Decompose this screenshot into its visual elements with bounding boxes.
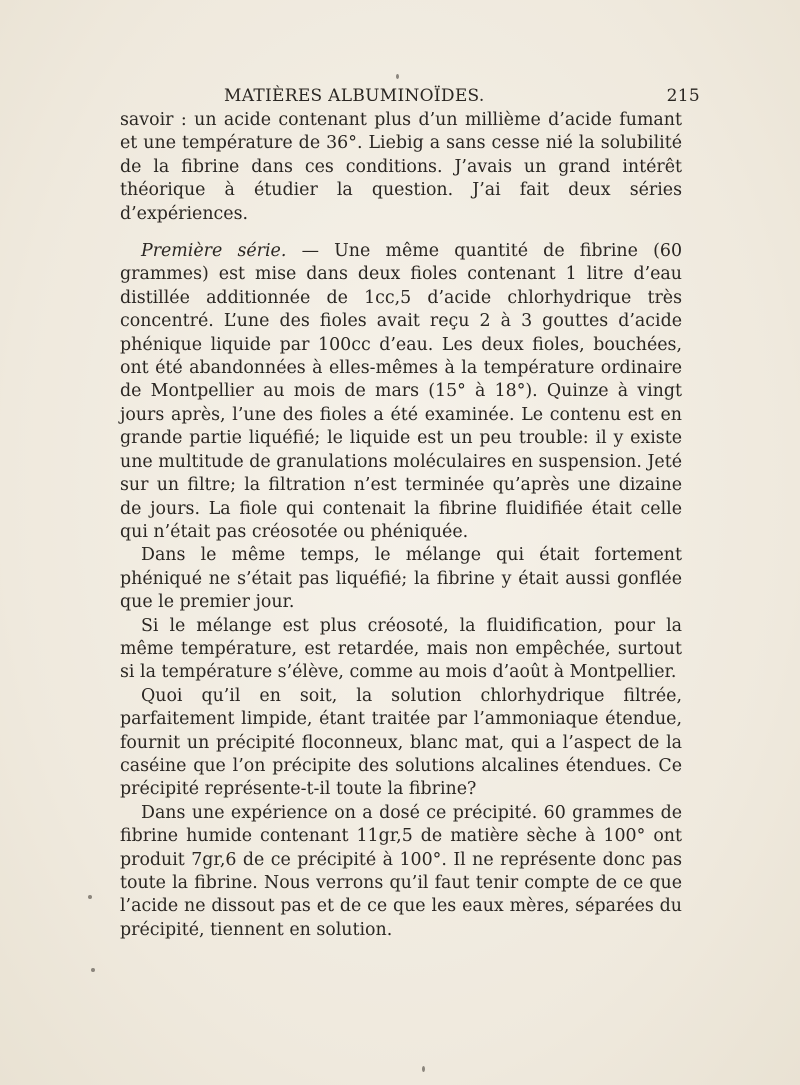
paragraph-melange-phenique: Dans le même temps, le mélange qui était fortement phéniqué ne s’était pas liquéfié; la fibrine y était aussi gonflée que le premier jour. [120,545,682,613]
paragraph-creosote: Si le mélange est plus créosoté, la fluidification, pour la même température, est retardée, mais non empêchée, surtout si la température s’élève, comme au mois d’août à Montpellier. [120,615,682,683]
paper-speck [422,1066,425,1072]
running-title: MATIÈRES ALBUMINOÏDES. [224,86,485,106]
paragraph-intro: savoir : un acide contenant plus d’un millième d’acide fumant et une température de 36°. Liebig a sans cesse nié la solubilité de la fibrine dans ces conditions. J’avais un grand intérêt théorique à étudier la question. J’ai fait deux séries d’expériences. [120,110,682,224]
body-text [120,109,682,942]
paragraph-dosage: Dans une expérience on a dosé ce précipité. 60 grammes de fibrine humide contenant 11gr,5 de matière sèche à 100° ont produit 7gr,6 de ce précipité à 100°. Il ne représente donc pas toute la fibrine. Nous verrons qu’il faut tenir compte de ce que l’acide ne dissout pas et de ce que les eaux mères, séparées du précipité, tiennent en solution. [120,802,682,940]
paragraph-premiere-serie-text: — Une même quantité de fibrine (60 grammes) est mise dans deux fioles contenant 1 litre d’eau distillée additionnée de 1cc,5 d’acide chlorhydrique très concentré. L’une des fioles avait reçu 2 à 3 gouttes d’acide phénique liquide par 100cc d’eau. Les deux fioles, bouchées, ont été abandonnées à elles-mêmes à la température ordinaire de Montpellier au mois de mars (15° à 18°). Quinze à vingt jours après, l’une des fioles a été examinée. Le contenu est en grande partie liquéfié; le liquide est un peu trouble: il y existe une multitude de granulations moléculaires en suspension. Jeté sur un filtre; la filtration n’est terminée qu’après une dizaine de jours. La fiole qui contenait la fibrine fluidifiée était celle qui n’était pas créosotée ou phéniquée. [120,241,683,542]
section-label: Première série. [141,241,287,262]
paragraph-premiere-serie [120,240,682,544]
paper-speck [91,968,95,972]
paper-speck [396,74,399,79]
page-number: 215 [666,86,700,106]
paragraph-solution-filtree: Quoi qu’il en soit, la solution chlorhydrique filtrée, parfaitement limpide, étant traitée par l’ammoniaque étendue, fournit un précipité floconneux, blanc mat, qui a l’aspect de la caséine que l’on précipite des solutions alcalines étendues. Ce précipité représente-t-il toute la fibrine? [120,685,682,800]
page-header [120,86,760,110]
paper-speck [88,895,92,899]
